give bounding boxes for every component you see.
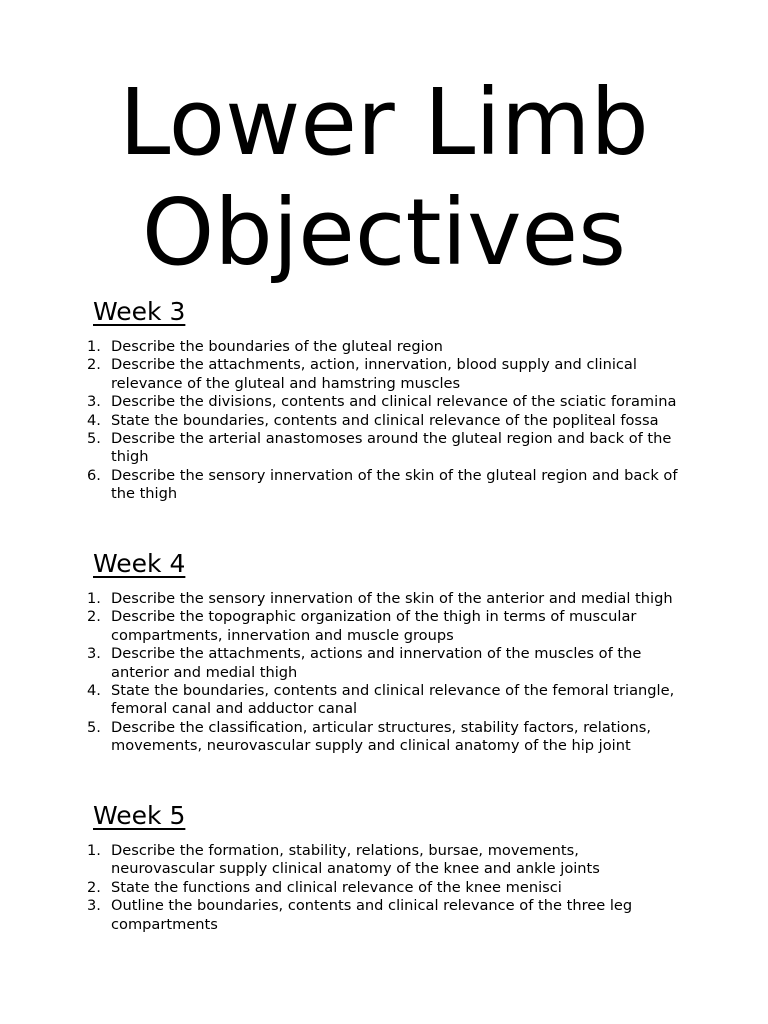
item-number: 5. bbox=[87, 718, 101, 736]
objective-item bbox=[0, 879, 681, 897]
objective-item bbox=[0, 467, 681, 504]
title-line-2: Objectives bbox=[141, 179, 627, 286]
item-text: State the boundaries, contents and clinical relevance of the femoral triangle, femoral canal and adductor canal bbox=[111, 682, 675, 718]
item-number: 3. bbox=[87, 897, 101, 915]
item-number: 3. bbox=[87, 645, 101, 663]
item-number: 6. bbox=[87, 466, 101, 484]
title-line-1: Lower Limb bbox=[119, 69, 649, 176]
objective-item bbox=[0, 590, 681, 608]
item-number: 4. bbox=[87, 411, 101, 429]
week-heading: Week 3 bbox=[93, 297, 186, 326]
objective-list bbox=[0, 338, 768, 504]
item-number: 1. bbox=[87, 842, 101, 859]
item-text: Describe the sensory innervation of the skin of the anterior and medial thigh bbox=[111, 590, 673, 607]
objective-list bbox=[0, 842, 768, 934]
item-number: 1. bbox=[87, 338, 101, 355]
item-number: 2. bbox=[87, 608, 101, 626]
item-text: Describe the arterial anastomoses around the gluteal region and back of the thigh bbox=[111, 430, 672, 466]
item-number: 4. bbox=[87, 682, 101, 700]
objective-item bbox=[0, 608, 681, 645]
item-text: Describe the sensory innervation of the skin of the gluteal region and back of the thigh bbox=[111, 466, 678, 503]
objective-item bbox=[0, 393, 681, 411]
item-text: Describe the divisions, contents and clinical relevance of the sciatic foramina bbox=[111, 393, 677, 411]
objective-item bbox=[0, 897, 681, 934]
item-text: State the boundaries, contents and clinical relevance of the popliteal fossa bbox=[111, 411, 659, 429]
item-text: Describe the boundaries of the gluteal region bbox=[111, 338, 443, 355]
item-text: Describe the formation, stability, relations, bursae, movements, neurovascular supply clinical anatomy of the knee and ankle joints bbox=[111, 842, 600, 878]
item-text: Describe the classification, articular structures, stability factors, relations, movements, neurovascular supply and clinical anatomy of the hip joint bbox=[111, 718, 651, 755]
item-text: Outline the boundaries, contents and clinical relevance of the three leg compartments bbox=[111, 897, 633, 933]
item-number: 5. bbox=[87, 430, 101, 448]
objective-list bbox=[0, 590, 768, 756]
item-number: 2. bbox=[87, 356, 101, 374]
objective-item bbox=[0, 719, 681, 756]
item-text: Describe the attachments, actions and innervation of the muscles of the anterior and medial thigh bbox=[111, 645, 642, 681]
week-heading: Week 5 bbox=[93, 801, 186, 830]
item-text: State the functions and clinical relevance of the knee menisci bbox=[111, 878, 562, 896]
objective-item bbox=[0, 430, 681, 467]
objective-item bbox=[0, 338, 681, 356]
objective-item bbox=[0, 682, 681, 719]
objective-item bbox=[0, 645, 681, 682]
week-heading: Week 4 bbox=[93, 549, 186, 578]
item-number: 3. bbox=[87, 393, 101, 411]
objective-item bbox=[0, 356, 681, 393]
document-title bbox=[0, 68, 768, 288]
item-number: 1. bbox=[87, 590, 101, 607]
item-text: Describe the attachments, action, innervation, blood supply and clinical relevance of the gluteal and hamstring muscles bbox=[111, 356, 637, 392]
item-number: 2. bbox=[87, 878, 101, 896]
objective-item bbox=[0, 412, 681, 430]
item-text: Describe the topographic organization of the thigh in terms of muscular compartments, innervation and muscle groups bbox=[111, 608, 637, 644]
objective-item bbox=[0, 842, 681, 879]
